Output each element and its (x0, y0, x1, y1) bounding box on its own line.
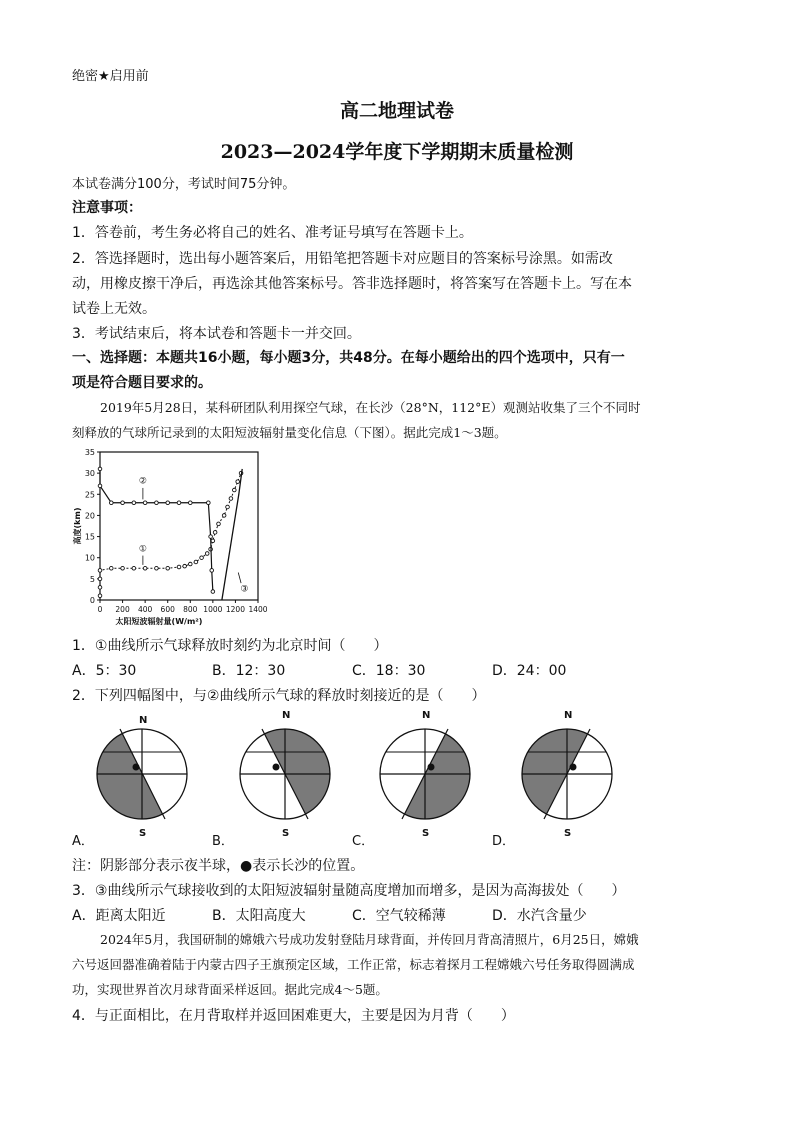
series-2-point (143, 501, 147, 505)
series-1-point (98, 586, 102, 590)
x-tick-label: 200 (115, 605, 130, 614)
series-2-point (109, 501, 113, 505)
series-2-point (188, 501, 192, 505)
q4-stem: 4．与正面相比，在月背取样并返回困难更大，主要是因为月背（ ） (72, 1008, 515, 1024)
q1-option-b[interactable]: B．12：30 (212, 663, 286, 679)
north-label-c: N (422, 710, 431, 721)
x-tick-label: 1000 (203, 605, 223, 614)
confidential-mark: 绝密★启用前 (72, 69, 149, 84)
series-2-point (210, 569, 214, 573)
north-label-a: N (139, 715, 148, 726)
q3-option-c[interactable]: C．空气较稀薄 (352, 908, 446, 924)
q2-note: 注：阴影部分表示夜半球，●表示长沙的位置。 (72, 858, 365, 874)
q1-stem: 1．①曲线所示气球释放时刻约为北京时间（ ） (72, 638, 388, 654)
series-2-point (121, 501, 125, 505)
series-1-point (222, 514, 226, 518)
series-1-point (200, 556, 204, 560)
annotation-3: ③ (240, 584, 249, 595)
page-title: 高二地理试卷 (339, 100, 454, 122)
series-1-point (229, 497, 233, 501)
south-label-d: S (564, 828, 572, 839)
series-1-point (211, 539, 215, 543)
notice-2a: 2．答选择题时，选出每小题答案后，用铅笔把答题卡对应题目的答案标号涂黑。如需改 (72, 251, 613, 267)
south-label-c: S (422, 828, 430, 839)
globe-c[interactable] (380, 729, 470, 819)
passage2-line2: 六号返回器准确着陆于内蒙古四子王旗预定区域，工作正常，标志着探月工程嫦娥六号任务取得圆满成 (72, 957, 635, 972)
y-tick-label: 30 (84, 469, 95, 479)
x-tick-label: 1200 (225, 605, 245, 614)
changsha-dot-a (133, 764, 140, 771)
notice-2b: 动，用橡皮擦干净后，再选涂其他答案标号。答非选择题时，将答案写在答题卡上。写在本 (72, 276, 632, 292)
south-label-b: S (282, 828, 290, 839)
q1-option-c[interactable]: C．18：30 (352, 663, 426, 679)
series-2-point (166, 501, 170, 505)
series-1-point (194, 560, 198, 564)
q1-option-d[interactable]: D．24：00 (492, 663, 567, 679)
series-1-point (213, 531, 217, 535)
series-2-point (98, 484, 102, 488)
series-1-point (121, 566, 125, 570)
passage1-line2: 刻释放的气球所记录到的太阳短波辐射量变化信息（下图）。据此完成1～3题。 (72, 425, 507, 440)
section-heading-a: 一、选择题：本题共16小题，每小题3分，共48分。在每小题给出的四个选项中，只有一 (72, 350, 625, 366)
page-subtitle: 2023—2024学年度下学期期末质量检测 (220, 141, 574, 163)
globe-d[interactable] (522, 729, 612, 819)
annotation-1: ① (138, 544, 147, 555)
radiation-chart (68, 444, 278, 629)
south-label-a: S (139, 828, 147, 839)
notice-2c: 试卷上无效。 (72, 301, 156, 317)
x-tick-label: 600 (160, 605, 175, 614)
globe-diagrams (0, 708, 794, 848)
series-1-point (109, 566, 113, 570)
series-2-point (209, 535, 213, 539)
y-tick-label: 20 (84, 511, 95, 521)
passage2-line3: 功，实现世界首次月球背面采样返回。据此完成4～5题。 (72, 982, 388, 997)
score-time: 本试卷满分100分，考试时间75分钟。 (72, 177, 296, 192)
series-1-point (233, 488, 237, 492)
x-tick-label: 800 (183, 605, 198, 614)
series-1-point (166, 566, 170, 570)
x-tick-label: 0 (97, 605, 103, 614)
notice-title: 注意事项： (72, 200, 142, 216)
globe-b[interactable] (240, 729, 330, 819)
series-2-line (100, 469, 213, 592)
series-3-line (222, 469, 242, 600)
series-1-point (98, 569, 102, 573)
q2-option-c[interactable]: C． (352, 834, 375, 849)
y-tick-label: 35 (84, 448, 95, 457)
q3-option-a[interactable]: A．距离太阳近 (72, 908, 166, 924)
x-tick-label: 400 (137, 605, 153, 614)
annotation-3-arrow (238, 573, 241, 584)
series-2-point (207, 501, 211, 505)
y-axis-label: 高度(km) (73, 507, 82, 545)
series-1-point (177, 565, 181, 569)
y-tick-label: 0 (89, 596, 95, 605)
changsha-dot-b (273, 764, 280, 771)
q2-option-a[interactable]: A． (72, 834, 94, 849)
q3-option-b[interactable]: B．太阳高度大 (212, 908, 306, 924)
globe-a[interactable] (0, 708, 400, 848)
section-heading-b: 项是符合题目要求的。 (72, 375, 212, 391)
series-1-point (98, 577, 102, 581)
q3-option-d[interactable]: D．水汽含量少 (492, 908, 587, 924)
changsha-dot-d (570, 764, 577, 771)
series-2-point (211, 590, 215, 594)
notice-1: 1．答卷前，考生务必将自己的姓名、准考证号填写在答题卡上。 (72, 225, 473, 241)
q2-stem: 2．下列四幅图中，与②曲线所示气球的释放时刻接近的是（ ） (72, 688, 486, 704)
x-axis-label: 太阳短波辐射量(W/m²) (115, 617, 203, 626)
series-2-point (98, 467, 102, 471)
series-1-point (188, 562, 192, 566)
changsha-dot-c (428, 764, 435, 771)
q2-option-d[interactable]: D． (492, 834, 516, 849)
series-1-point (98, 594, 102, 598)
north-label-d: N (564, 710, 573, 721)
passage2-line1: 2024年5月，我国研制的嫦娥六号成功发射登陆月球背面，并传回月背高清照片，6月25日，嫦娥 (100, 932, 639, 947)
series-1-point (155, 566, 159, 570)
x-tick-label: 1400 (248, 605, 268, 614)
series-2-point (177, 501, 181, 505)
y-tick-label: 10 (84, 553, 95, 563)
q2-option-b[interactable]: B． (212, 834, 234, 849)
q1-option-a[interactable]: A．5：30 (72, 663, 137, 679)
series-1-point (143, 566, 147, 570)
series-1-point (132, 566, 136, 570)
notice-3: 3．考试结束后，将本试卷和答题卡一并交回。 (72, 326, 361, 342)
annotation-2: ② (138, 476, 147, 487)
series-1-point (205, 552, 209, 556)
north-label-b: N (282, 710, 291, 721)
series-1-point (183, 564, 187, 568)
series-2-point (155, 501, 159, 505)
q3-stem: 3．③曲线所示气球接收到的太阳短波辐射量随高度增加而增多，是因为高海拔处（ ） (72, 883, 626, 899)
y-tick-label: 5 (89, 574, 95, 584)
series-1-point (236, 480, 240, 484)
series-1-point (226, 505, 230, 509)
series-1-line (100, 473, 241, 596)
y-tick-label: 15 (84, 532, 95, 542)
passage1-line1: 2019年5月28日，某科研团队利用探空气球，在长沙（28°N，112°E）观测站收集了三个不同时 (100, 400, 641, 415)
y-tick-label: 25 (84, 490, 95, 500)
series-2-point (132, 501, 136, 505)
series-1-point (217, 522, 221, 526)
